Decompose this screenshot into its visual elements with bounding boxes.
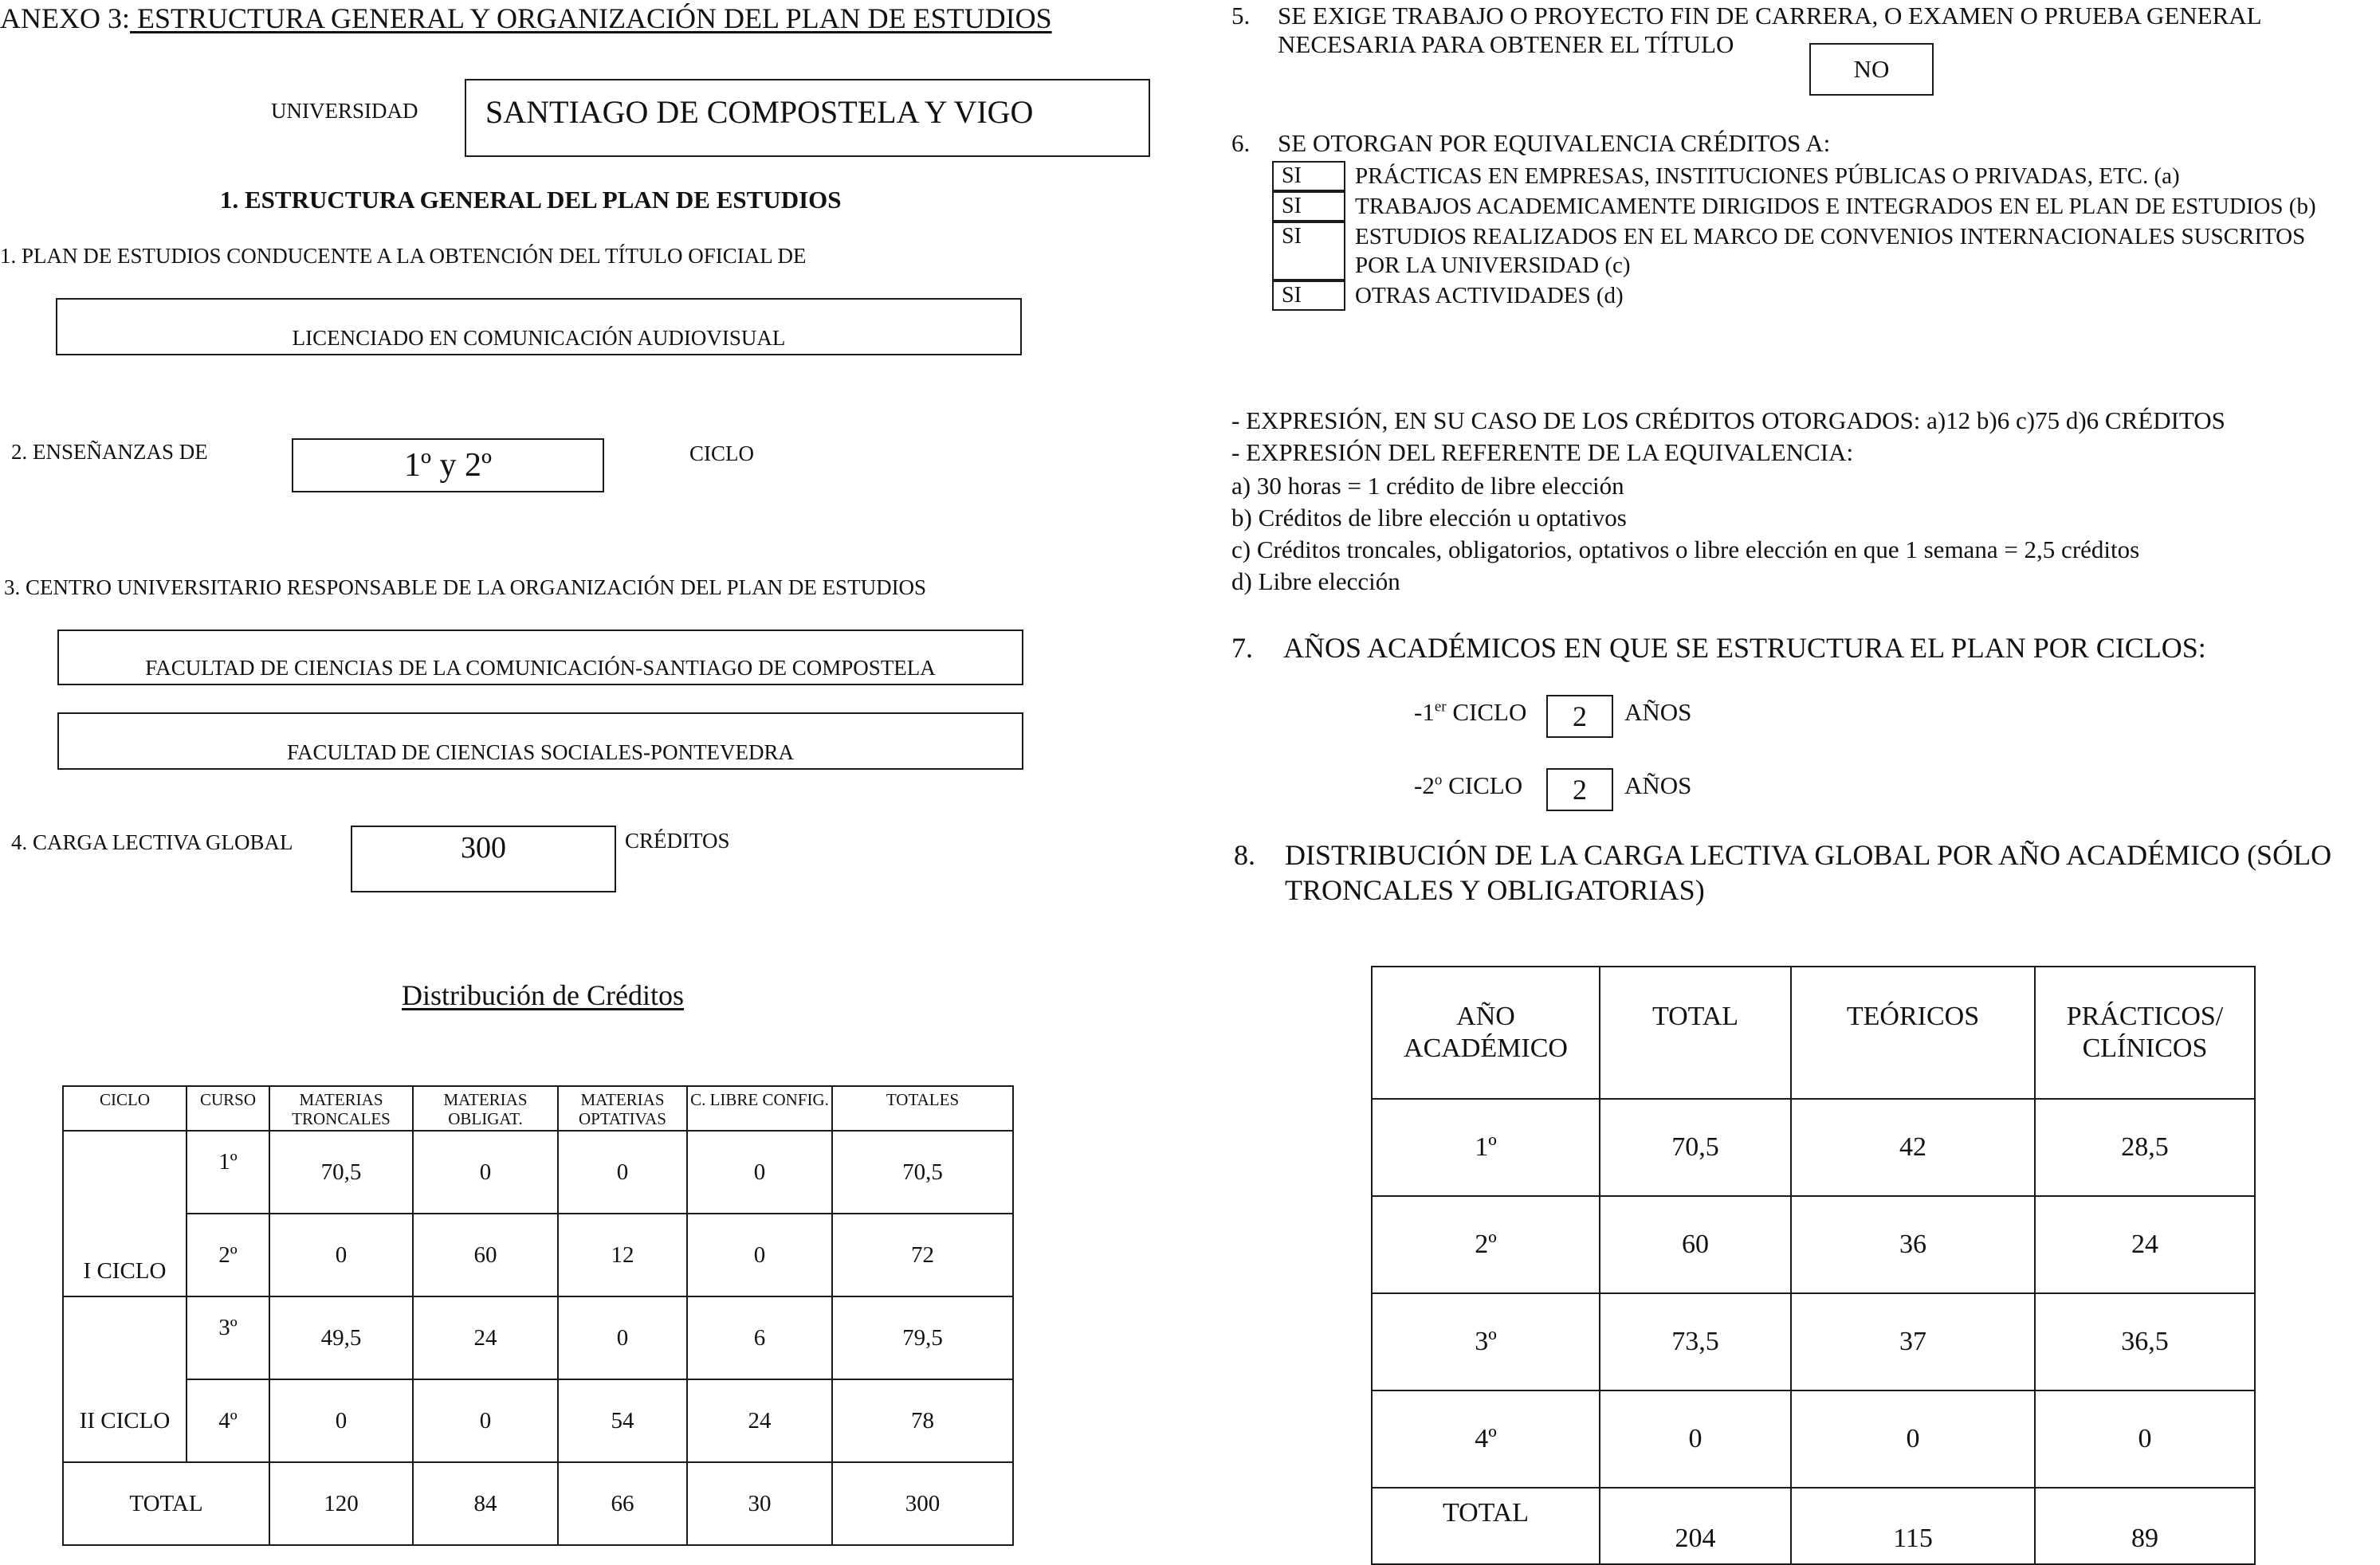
university-box — [465, 79, 1150, 157]
option-b-text: TRABAJOS ACADEMICAMENTE DIRIGIDOS E INTEGRADOS EN EL PLAN DE ESTUDIOS (b) — [1355, 194, 2316, 219]
item5-number: 5. — [1231, 2, 1251, 29]
libre-cell: 0 — [687, 1214, 832, 1296]
libre-cell: 6 — [687, 1296, 832, 1379]
curso-cell: 1º — [187, 1131, 269, 1214]
practicos-cell: 0 — [2035, 1390, 2255, 1488]
libre-cell: 24 — [687, 1379, 832, 1462]
total-total-cell: 204 — [1600, 1488, 1791, 1564]
table-header-row — [63, 1086, 1013, 1131]
table-row — [63, 1131, 1013, 1214]
col-header-curso: CURSO — [187, 1086, 269, 1131]
total-label-cell: TOTAL — [1372, 1488, 1600, 1564]
col-header-total: TOTAL — [1600, 967, 1791, 1099]
total-teoricos-cell: 115 — [1791, 1488, 2035, 1564]
annex-title: ESTRUCTURA GENERAL Y ORGANIZACIÓN DEL PLAN DE ESTUDIOS — [129, 2, 1052, 34]
total-troncales-cell: 120 — [269, 1462, 413, 1545]
year-table-header-row — [1372, 967, 2255, 1099]
cycle1-prefix: -1 — [1414, 698, 1435, 726]
item5-line1: SE EXIGE TRABAJO O PROYECTO FIN DE CARRERA, O EXAMEN O PRUEBA GENERAL — [1278, 2, 2262, 29]
annex-prefix: ANEXO 3: — [0, 2, 130, 34]
year-table-total-row — [1372, 1488, 2255, 1564]
optativas-cell: 54 — [558, 1379, 687, 1462]
total-obligat-cell: 84 — [413, 1462, 558, 1545]
cycle2-years: 2 — [1573, 774, 1587, 806]
optativas-cell: 12 — [558, 1214, 687, 1296]
option-a-text: PRÁCTICAS EN EMPRESAS, INSTITUCIONES PÚBLICAS O PRIVADAS, ETC. (a) — [1355, 163, 2180, 189]
credits-suffix: CRÉDITOS — [625, 829, 730, 853]
practicos-cell: 28,5 — [2035, 1099, 2255, 1196]
cycle1-years-box — [1546, 695, 1613, 738]
teoricos-cell: 36 — [1791, 1196, 2035, 1293]
cycle2-label — [1414, 771, 1522, 800]
center-box-1 — [57, 630, 1023, 685]
cycle1-unit: AÑOS — [1624, 698, 1692, 726]
obligat-cell: 0 — [413, 1131, 558, 1214]
totales-cell: 79,5 — [832, 1296, 1013, 1379]
cycle1-text: CICLO — [1446, 698, 1527, 726]
university-value: SANTIAGO DE COMPOSTELA Y VIGO — [485, 94, 1034, 130]
col-header-year: AÑO ACADÉMICO — [1372, 967, 1600, 1099]
expresion-credits: - EXPRESIÓN, EN SU CASO DE LOS CRÉDITOS OTORGADOS: a)12 b)6 c)75 d)6 CRÉDITOS — [1231, 406, 2225, 434]
optativas-cell: 0 — [558, 1296, 687, 1379]
total-totales-cell: 300 — [832, 1462, 1013, 1545]
table-row — [63, 1214, 1013, 1296]
practicos-cell: 24 — [2035, 1196, 2255, 1293]
col-header-optativas: MATERIAS OPTATIVAS — [558, 1086, 687, 1131]
obligat-cell: 60 — [413, 1214, 558, 1296]
year-cell: 4º — [1372, 1390, 1600, 1488]
obligat-cell: 0 — [413, 1379, 558, 1462]
total-label-cell: TOTAL — [63, 1462, 269, 1545]
title-value: LICENCIADO EN COMUNICACIÓN AUDIOVISUAL — [292, 326, 786, 350]
year-cell: 1º — [1372, 1099, 1600, 1196]
ref-c: c) Créditos troncales, obligatorios, optativos o libre elección en que 1 semana = 2,5 créditos — [1231, 535, 2140, 563]
troncales-cell: 49,5 — [269, 1296, 413, 1379]
total-cell: 0 — [1600, 1390, 1791, 1488]
ciclo-cell: I CICLO — [63, 1131, 187, 1296]
table-row — [1372, 1390, 2255, 1488]
table-row — [63, 1296, 1013, 1379]
table-row — [1372, 1196, 2255, 1293]
credits-box — [351, 826, 616, 892]
item6-title: SE OTORGAN POR EQUIVALENCIA CRÉDITOS A: — [1278, 129, 1831, 157]
option-c-text-2: POR LA UNIVERSIDAD (c) — [1355, 253, 1631, 278]
col-header-libre: C. LIBRE CONFIG. — [687, 1086, 832, 1131]
year-cell: 3º — [1372, 1293, 1600, 1390]
cycles-value: 1º y 2º — [403, 447, 493, 484]
cycles-box — [292, 438, 604, 492]
year-distribution-table — [1371, 966, 2256, 1565]
table-row — [1372, 1099, 2255, 1196]
curso-cell: 2º — [187, 1214, 269, 1296]
item3-label: 3. CENTRO UNIVERSITARIO RESPONSABLE DE LA ORGANIZACIÓN DEL PLAN DE ESTUDIOS — [4, 575, 927, 599]
year-cell: 2º — [1372, 1196, 1600, 1293]
teoricos-cell: 37 — [1791, 1293, 2035, 1390]
cycle2-years-box — [1546, 768, 1613, 811]
item1-label: 1. PLAN DE ESTUDIOS CONDUCENTE A LA OBTENCIÓN DEL TÍTULO OFICIAL DE — [0, 244, 807, 268]
option-c-text: ESTUDIOS REALIZADOS EN EL MARCO DE CONVENIOS INTERNACIONALES SUSCRITOS — [1355, 224, 2306, 249]
item7-number: 7. — [1231, 632, 1253, 664]
optativas-cell: 0 — [558, 1131, 687, 1214]
ref-d: d) Libre elección — [1231, 567, 1400, 595]
ref-a: a) 30 horas = 1 crédito de libre elección — [1231, 472, 1624, 500]
total-cell: 60 — [1600, 1196, 1791, 1293]
troncales-cell: 0 — [269, 1214, 413, 1296]
cycle1-years: 2 — [1573, 700, 1587, 732]
option-c-mark: SI — [1272, 222, 1345, 280]
distribution-title: Distribución de Créditos — [402, 979, 684, 1011]
center-2: FACULTAD DE CIENCIAS SOCIALES-PONTEVEDRA — [286, 740, 795, 764]
option-d-text: OTRAS ACTIVIDADES (d) — [1355, 283, 1624, 308]
ciclo-cell: II CICLO — [63, 1296, 187, 1462]
item8-line2: TRONCALES Y OBLIGATORIAS) — [1285, 874, 1705, 906]
university-label: UNIVERSIDAD — [271, 99, 418, 123]
item5-line2: NECESARIA PARA OBTENER EL TÍTULO — [1278, 30, 1734, 58]
center-1: FACULTAD DE CIENCIAS DE LA COMUNICACIÓN-SANTIAGO DE COMPOSTELA — [145, 656, 936, 680]
totales-cell: 72 — [832, 1214, 1013, 1296]
total-cell: 70,5 — [1600, 1099, 1791, 1196]
option-b-mark: SI — [1272, 191, 1345, 222]
libre-cell: 0 — [687, 1131, 832, 1214]
cycle1-sup: er — [1434, 698, 1447, 716]
ref-b: b) Créditos de libre elección u optativos — [1231, 504, 1627, 531]
cycles-suffix: CICLO — [689, 441, 754, 465]
col-header-ciclo: CICLO — [63, 1086, 187, 1131]
curso-cell: 3º — [187, 1296, 269, 1379]
table-row — [63, 1379, 1013, 1462]
total-optativas-cell: 66 — [558, 1462, 687, 1545]
col-header-troncales: MATERIAS TRONCALES — [269, 1086, 413, 1131]
distribution-table — [62, 1085, 1014, 1546]
table-row — [1372, 1293, 2255, 1390]
option-a-mark: SI — [1272, 161, 1345, 191]
troncales-cell: 70,5 — [269, 1131, 413, 1214]
option-d-mark: SI — [1272, 280, 1345, 311]
item7-title: AÑOS ACADÉMICOS EN QUE SE ESTRUCTURA EL PLAN POR CICLOS: — [1283, 632, 2206, 664]
table-total-row — [63, 1462, 1013, 1545]
cycle2-sup: o — [1434, 771, 1443, 789]
center-box-2 — [57, 712, 1023, 770]
col-header-totales: TOTALES — [832, 1086, 1013, 1131]
obligat-cell: 24 — [413, 1296, 558, 1379]
col-header-obligat: MATERIAS OBLIGAT. — [413, 1086, 558, 1131]
section-title: 1. ESTRUCTURA GENERAL DEL PLAN DE ESTUDIOS — [220, 186, 842, 214]
total-cell: 73,5 — [1600, 1293, 1791, 1390]
total-practicos-cell: 89 — [2035, 1488, 2255, 1564]
item6-number: 6. — [1231, 129, 1251, 157]
teoricos-cell: 0 — [1791, 1390, 2035, 1488]
curso-cell: 4º — [187, 1379, 269, 1462]
expresion-referent: - EXPRESIÓN DEL REFERENTE DE LA EQUIVALENCIA: — [1231, 438, 1854, 466]
cycle1-label — [1414, 698, 1526, 727]
cycle2-unit: AÑOS — [1624, 771, 1692, 799]
annex-heading — [0, 2, 1052, 35]
totales-cell: 70,5 — [832, 1131, 1013, 1214]
cycle2-prefix: -2 — [1414, 771, 1435, 799]
col-header-teoricos: TEÓRICOS — [1791, 967, 2035, 1099]
troncales-cell: 0 — [269, 1379, 413, 1462]
item4-label: 4. CARGA LECTIVA GLOBAL — [11, 830, 293, 854]
total-libre-cell: 30 — [687, 1462, 832, 1545]
item8-line1: DISTRIBUCIÓN DE LA CARGA LECTIVA GLOBAL POR AÑO ACADÉMICO (SÓLO — [1285, 839, 2332, 871]
totales-cell: 78 — [832, 1379, 1013, 1462]
title-box — [56, 298, 1022, 355]
project-required-value: NO — [1853, 55, 1890, 83]
item2-label: 2. ENSEÑANZAS DE — [11, 440, 208, 464]
practicos-cell: 36,5 — [2035, 1293, 2255, 1390]
col-header-practicos: PRÁCTICOS/ CLÍNICOS — [2035, 967, 2255, 1099]
project-required-box — [1809, 43, 1934, 96]
teoricos-cell: 42 — [1791, 1099, 2035, 1196]
cycle2-text: CICLO — [1442, 771, 1523, 799]
credits-value: 300 — [461, 831, 506, 865]
item8-number: 8. — [1234, 839, 1255, 871]
